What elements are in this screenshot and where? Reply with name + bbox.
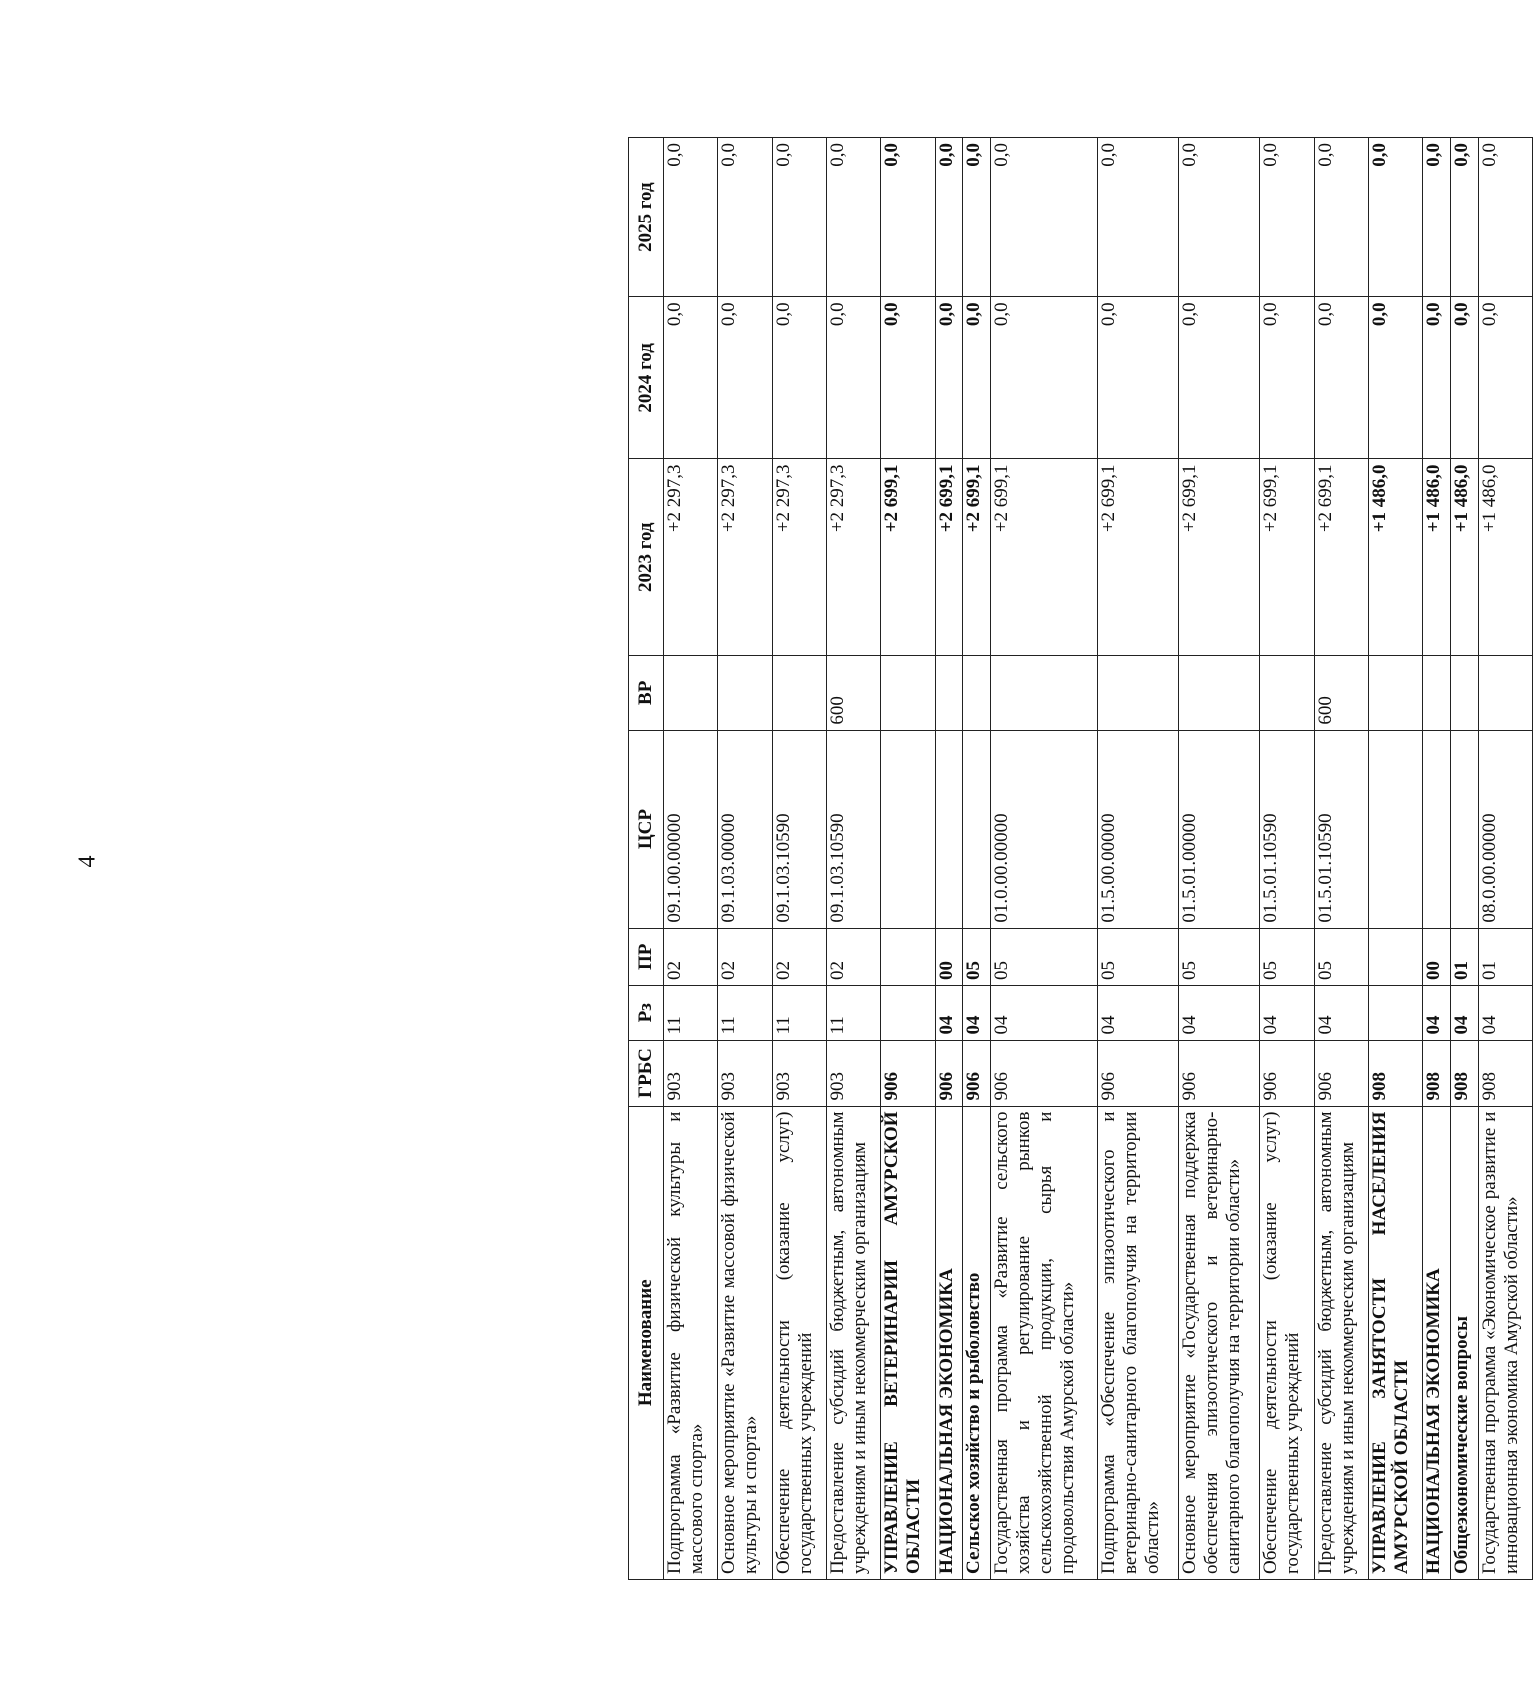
cell-csr: 01.5.00.00000 <box>1098 730 1179 928</box>
cell-vr <box>664 655 718 730</box>
cell-2025: 0,0 <box>1098 137 1179 296</box>
cell-csr: 01.5.01.10590 <box>1314 730 1368 928</box>
table-row <box>718 137 772 1579</box>
cell-csr: 01.5.01.00000 <box>1179 730 1260 928</box>
cell-pr: 00 <box>935 928 963 985</box>
cell-2024: 0,0 <box>1478 296 1532 458</box>
cell-vr <box>991 655 1098 730</box>
cell-name: Государственная программа «Экономическое развитие и инновационная экономика Амурской области» <box>1478 1106 1532 1579</box>
table-row <box>772 137 826 1579</box>
cell-rz: 04 <box>963 985 991 1040</box>
cell-pr <box>1368 928 1422 985</box>
cell-grbs: 908 <box>1368 1040 1422 1106</box>
cell-rz: 04 <box>1314 985 1368 1040</box>
table-row <box>1260 137 1314 1579</box>
cell-vr <box>963 655 991 730</box>
cell-vr <box>1423 655 1451 730</box>
table-row <box>881 137 935 1579</box>
cell-2023: +2 699,1 <box>1179 458 1260 655</box>
cell-2025: 0,0 <box>1179 137 1260 296</box>
cell-name: НАЦИОНАЛЬНАЯ ЭКОНОМИКА <box>935 1106 963 1579</box>
cell-vr <box>1179 655 1260 730</box>
cell-csr <box>881 730 935 928</box>
cell-2023: +2 699,1 <box>1314 458 1368 655</box>
cell-grbs: 903 <box>664 1040 718 1106</box>
cell-2024: 0,0 <box>718 296 772 458</box>
cell-pr: 05 <box>1179 928 1260 985</box>
cell-csr <box>1423 730 1451 928</box>
cell-rz: 04 <box>991 985 1098 1040</box>
cell-2025: 0,0 <box>1450 137 1478 296</box>
cell-name: Подпрограмма «Развитие физической культуры и массового спорта» <box>664 1106 718 1579</box>
budget-table <box>628 137 1533 1580</box>
table-row <box>935 137 963 1579</box>
cell-2023: +2 297,3 <box>718 458 772 655</box>
cell-pr: 02 <box>826 928 880 985</box>
header-2023: 2023 год <box>629 458 664 655</box>
cell-name: УПРАВЛЕНИЕ ВЕТЕРИНАРИИ АМУРСКОЙ ОБЛАСТИ <box>881 1106 935 1579</box>
cell-vr <box>718 655 772 730</box>
cell-2025: 0,0 <box>991 137 1098 296</box>
budget-table-container <box>628 137 1533 1580</box>
cell-2023: +2 699,1 <box>1260 458 1314 655</box>
cell-csr: 09.1.03.10590 <box>826 730 880 928</box>
cell-2025: 0,0 <box>1368 137 1422 296</box>
cell-2024: 0,0 <box>935 296 963 458</box>
table-header-row <box>629 137 664 1579</box>
cell-pr <box>881 928 935 985</box>
cell-rz: 04 <box>1423 985 1451 1040</box>
cell-2025: 0,0 <box>881 137 935 296</box>
cell-2023: +2 297,3 <box>826 458 880 655</box>
cell-2023: +2 699,1 <box>881 458 935 655</box>
cell-2024: 0,0 <box>963 296 991 458</box>
cell-rz: 11 <box>826 985 880 1040</box>
cell-pr: 02 <box>772 928 826 985</box>
cell-rz: 11 <box>664 985 718 1040</box>
cell-grbs: 906 <box>1179 1040 1260 1106</box>
cell-2023: +2 297,3 <box>772 458 826 655</box>
cell-pr: 01 <box>1450 928 1478 985</box>
cell-2025: 0,0 <box>963 137 991 296</box>
cell-2023: +2 699,1 <box>1098 458 1179 655</box>
table-row <box>1478 137 1532 1579</box>
cell-grbs: 906 <box>1314 1040 1368 1106</box>
cell-2025: 0,0 <box>826 137 880 296</box>
cell-pr: 05 <box>963 928 991 985</box>
cell-csr: 09.1.03.10590 <box>772 730 826 928</box>
cell-grbs: 906 <box>881 1040 935 1106</box>
cell-2025: 0,0 <box>1423 137 1451 296</box>
table-row <box>1450 137 1478 1579</box>
cell-2023: +1 486,0 <box>1423 458 1451 655</box>
cell-name: Общеэкономические вопросы <box>1450 1106 1478 1579</box>
cell-rz: 04 <box>1450 985 1478 1040</box>
cell-pr: 02 <box>664 928 718 985</box>
table-row <box>1368 137 1422 1579</box>
cell-grbs: 906 <box>1098 1040 1179 1106</box>
cell-2024: 0,0 <box>1098 296 1179 458</box>
cell-grbs: 903 <box>826 1040 880 1106</box>
cell-grbs: 906 <box>963 1040 991 1106</box>
cell-pr: 05 <box>1260 928 1314 985</box>
cell-pr: 02 <box>718 928 772 985</box>
header-grbs: ГРБС <box>629 1040 664 1106</box>
cell-2025: 0,0 <box>1260 137 1314 296</box>
header-csr: ЦСР <box>629 730 664 928</box>
table-row <box>1179 137 1260 1579</box>
cell-csr: 08.0.00.00000 <box>1478 730 1532 928</box>
cell-2023: +2 699,1 <box>935 458 963 655</box>
table-row <box>1423 137 1451 1579</box>
table-row <box>963 137 991 1579</box>
cell-2023: +1 486,0 <box>1478 458 1532 655</box>
cell-vr <box>935 655 963 730</box>
cell-rz: 04 <box>1260 985 1314 1040</box>
cell-name: Обеспечение деятельности (оказание услуг) государственных учреждений <box>1260 1106 1314 1579</box>
cell-name: Сельское хозяйство и рыболовство <box>963 1106 991 1579</box>
cell-pr: 00 <box>1423 928 1451 985</box>
cell-2024: 0,0 <box>1368 296 1422 458</box>
cell-vr <box>1098 655 1179 730</box>
cell-grbs: 908 <box>1478 1040 1532 1106</box>
cell-csr <box>1450 730 1478 928</box>
table-row <box>826 137 880 1579</box>
cell-name: Предоставление субсидий бюджетным, автономным учреждениям и иным некоммерческим организациям <box>1314 1106 1368 1579</box>
cell-2025: 0,0 <box>935 137 963 296</box>
cell-2024: 0,0 <box>772 296 826 458</box>
cell-rz: 11 <box>718 985 772 1040</box>
cell-grbs: 906 <box>991 1040 1098 1106</box>
cell-2024: 0,0 <box>1450 296 1478 458</box>
cell-vr <box>1260 655 1314 730</box>
cell-csr: 01.0.00.00000 <box>991 730 1098 928</box>
cell-vr <box>881 655 935 730</box>
cell-rz <box>1368 985 1422 1040</box>
cell-name: НАЦИОНАЛЬНАЯ ЭКОНОМИКА <box>1423 1106 1451 1579</box>
table-row <box>991 137 1098 1579</box>
cell-2025: 0,0 <box>772 137 826 296</box>
cell-name: Предоставление субсидий бюджетным, автономным учреждениям и иным некоммерческим организациям <box>826 1106 880 1579</box>
header-name: Наименование <box>629 1106 664 1579</box>
cell-grbs: 903 <box>718 1040 772 1106</box>
header-rz: Рз <box>629 985 664 1040</box>
cell-csr <box>963 730 991 928</box>
cell-grbs: 908 <box>1423 1040 1451 1106</box>
cell-rz <box>881 985 935 1040</box>
cell-vr: 600 <box>1314 655 1368 730</box>
header-vr: ВР <box>629 655 664 730</box>
cell-vr: 600 <box>826 655 880 730</box>
cell-csr: 09.1.00.00000 <box>664 730 718 928</box>
cell-2024: 0,0 <box>1423 296 1451 458</box>
cell-grbs: 906 <box>1260 1040 1314 1106</box>
cell-2024: 0,0 <box>1179 296 1260 458</box>
header-2025: 2025 год <box>629 137 664 296</box>
cell-name: Государственная программа «Развитие сельского хозяйства и регулирование рынков сельскохозяйственной продукции, сырья и продовольствия Амурской области» <box>991 1106 1098 1579</box>
cell-2024: 0,0 <box>1314 296 1368 458</box>
cell-2023: +2 699,1 <box>963 458 991 655</box>
cell-name: УПРАВЛЕНИЕ ЗАНЯТОСТИ НАСЕЛЕНИЯ АМУРСКОЙ ОБЛАСТИ <box>1368 1106 1422 1579</box>
cell-grbs: 906 <box>935 1040 963 1106</box>
cell-2023: +1 486,0 <box>1368 458 1422 655</box>
cell-grbs: 908 <box>1450 1040 1478 1106</box>
cell-name: Основное мероприятие «Государственная поддержка обеспечения эпизоотического и ветеринарно-санитарного благополучия на территории области» <box>1179 1106 1260 1579</box>
cell-vr <box>772 655 826 730</box>
cell-grbs: 903 <box>772 1040 826 1106</box>
table-row <box>664 137 718 1579</box>
header-2024: 2024 год <box>629 296 664 458</box>
page-number: 4 <box>74 855 101 868</box>
cell-pr: 01 <box>1478 928 1532 985</box>
cell-pr: 05 <box>1314 928 1368 985</box>
cell-vr <box>1478 655 1532 730</box>
cell-2025: 0,0 <box>718 137 772 296</box>
cell-rz: 04 <box>1098 985 1179 1040</box>
cell-name: Основное мероприятие «Развитие массовой физической культуры и спорта» <box>718 1106 772 1579</box>
cell-csr: 01.5.01.10590 <box>1260 730 1314 928</box>
cell-csr: 09.1.03.00000 <box>718 730 772 928</box>
table-row <box>1098 137 1179 1579</box>
cell-name: Подпрограмма «Обеспечение эпизоотического и ветеринарно-санитарного благополучия на территории области» <box>1098 1106 1179 1579</box>
cell-2025: 0,0 <box>664 137 718 296</box>
cell-2024: 0,0 <box>664 296 718 458</box>
cell-name: Обеспечение деятельности (оказание услуг) государственных учреждений <box>772 1106 826 1579</box>
cell-2023: +1 486,0 <box>1450 458 1478 655</box>
table-row <box>1314 137 1368 1579</box>
cell-2025: 0,0 <box>1314 137 1368 296</box>
cell-vr <box>1368 655 1422 730</box>
cell-2024: 0,0 <box>881 296 935 458</box>
cell-2023: +2 297,3 <box>664 458 718 655</box>
cell-2024: 0,0 <box>991 296 1098 458</box>
cell-rz: 04 <box>1179 985 1260 1040</box>
cell-csr <box>935 730 963 928</box>
cell-pr: 05 <box>1098 928 1179 985</box>
cell-rz: 04 <box>935 985 963 1040</box>
cell-rz: 04 <box>1478 985 1532 1040</box>
cell-2024: 0,0 <box>826 296 880 458</box>
cell-pr: 05 <box>991 928 1098 985</box>
cell-2023: +2 699,1 <box>991 458 1098 655</box>
cell-csr <box>1368 730 1422 928</box>
header-pr: ПР <box>629 928 664 985</box>
cell-vr <box>1450 655 1478 730</box>
cell-2025: 0,0 <box>1478 137 1532 296</box>
cell-2024: 0,0 <box>1260 296 1314 458</box>
cell-rz: 11 <box>772 985 826 1040</box>
